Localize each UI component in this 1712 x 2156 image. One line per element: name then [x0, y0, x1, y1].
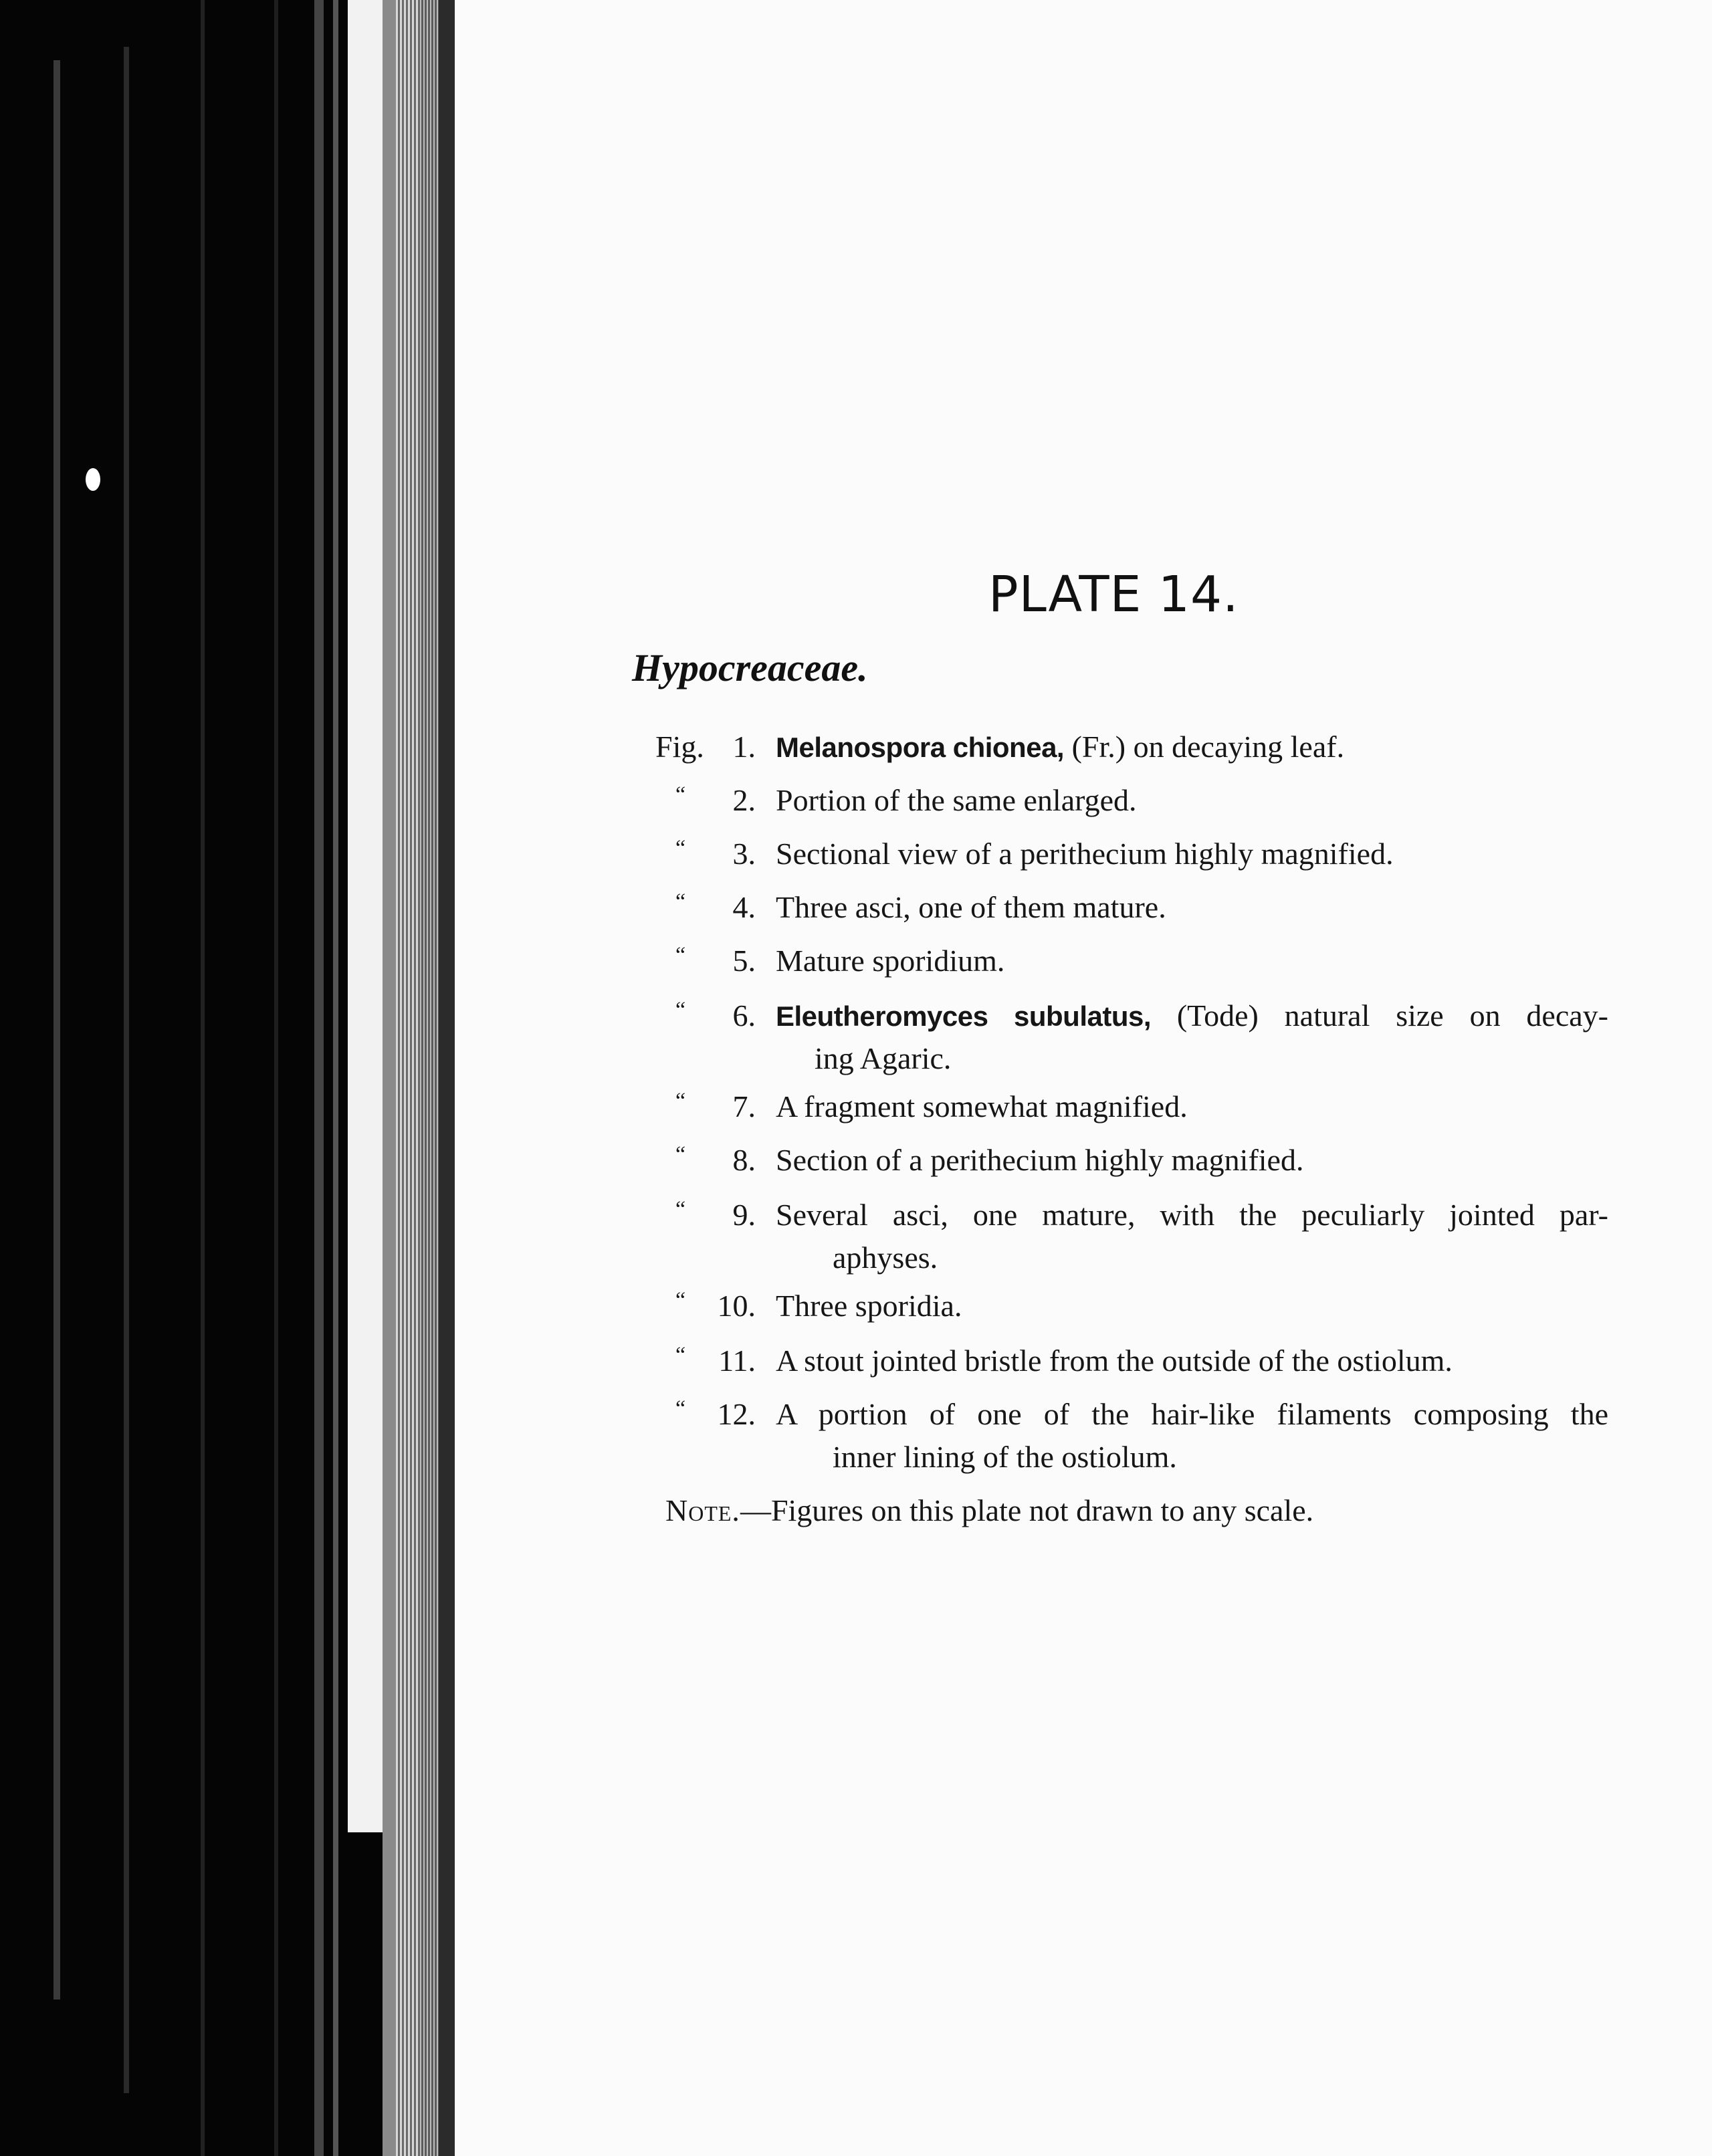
figure-description — [776, 998, 1608, 1033]
ditto-mark: “ — [675, 1396, 686, 1421]
figure-description: Three sporidia. — [776, 1289, 962, 1323]
binding-streak — [124, 47, 129, 2093]
binding-streak — [201, 0, 205, 2156]
ditto-mark: “ — [675, 998, 686, 1022]
ditto-mark: “ — [675, 1089, 686, 1113]
page-edge — [348, 0, 383, 1832]
species-name: Eleutheromyces subulatus, — [776, 1000, 1152, 1032]
figure-description — [776, 729, 1608, 764]
page-edge — [420, 0, 439, 2156]
figure-number: 8. — [732, 1143, 756, 1177]
figure-description: Several asci, one mature, with the peculiarly jointed par- — [776, 1198, 1608, 1232]
figure-number: 6. — [732, 998, 756, 1033]
family-heading: Hypocreaceae. — [632, 646, 868, 689]
figure-description: A fragment somewhat magnified. — [776, 1089, 1188, 1123]
ditto-mark: “ — [675, 1197, 686, 1222]
figure-number: 3. — [732, 837, 756, 871]
figure-continuation: ing Agaric. — [815, 1041, 952, 1075]
figure-description: A stout jointed bristle from the outside of the ostiolum. — [776, 1343, 1453, 1378]
ditto-mark: “ — [675, 943, 686, 968]
ditto-mark: “ — [675, 889, 686, 914]
figure-description-text: (Fr.) on decaying leaf. — [1064, 730, 1345, 764]
binding-streak — [54, 60, 60, 2000]
figure-number: 11. — [718, 1343, 756, 1378]
printed-page — [455, 0, 1712, 2156]
figure-description: Section of a perithecium highly magnified. — [776, 1143, 1304, 1177]
ditto-mark: “ — [675, 1142, 686, 1167]
ditto-mark: “ — [675, 836, 686, 861]
figure-number: 2. — [732, 783, 756, 817]
species-name: Melanospora chionea, — [776, 732, 1065, 763]
figure-description: Sectional view of a perithecium highly magnified. — [776, 837, 1394, 871]
figure-description: Three asci, one of them mature. — [776, 890, 1166, 924]
binding-streak — [274, 0, 278, 2156]
plate-title: PLATE 14. — [988, 566, 1239, 623]
figure-number: 9. — [732, 1198, 756, 1232]
figure-number: 1. — [732, 730, 756, 764]
ditto-mark: “ — [675, 782, 686, 807]
note-text: —Figures on this plate not drawn to any scale. — [740, 1493, 1314, 1527]
ditto-mark: “ — [675, 1343, 686, 1368]
figure-description: Portion of the same enlarged. — [776, 783, 1137, 817]
figure-description: A portion of one of the hair-like filaments composing the — [776, 1397, 1608, 1431]
page-edge — [383, 0, 396, 2156]
figure-number: 5. — [732, 944, 756, 978]
plate-note — [665, 1493, 1313, 1528]
figure-number: 10. — [717, 1289, 756, 1323]
ditto-mark: “ — [675, 1288, 686, 1313]
figure-description-text: (Tode) natural size on decay- — [1151, 998, 1608, 1033]
page-edge — [396, 0, 420, 2156]
binding-streak — [333, 0, 338, 2156]
dust-spot — [86, 468, 100, 491]
binding-streak — [314, 0, 324, 2156]
figure-continuation: aphyses. — [833, 1241, 938, 1275]
note-label: Note. — [665, 1493, 740, 1527]
figure-continuation: inner lining of the ostiolum. — [833, 1440, 1177, 1474]
figure-label: Fig. — [655, 730, 704, 764]
page-edge — [439, 0, 455, 2156]
figure-number: 4. — [732, 890, 756, 924]
figure-description: Mature sporidium. — [776, 944, 1005, 978]
figure-number: 7. — [732, 1089, 756, 1123]
figure-number: 12. — [717, 1397, 756, 1431]
